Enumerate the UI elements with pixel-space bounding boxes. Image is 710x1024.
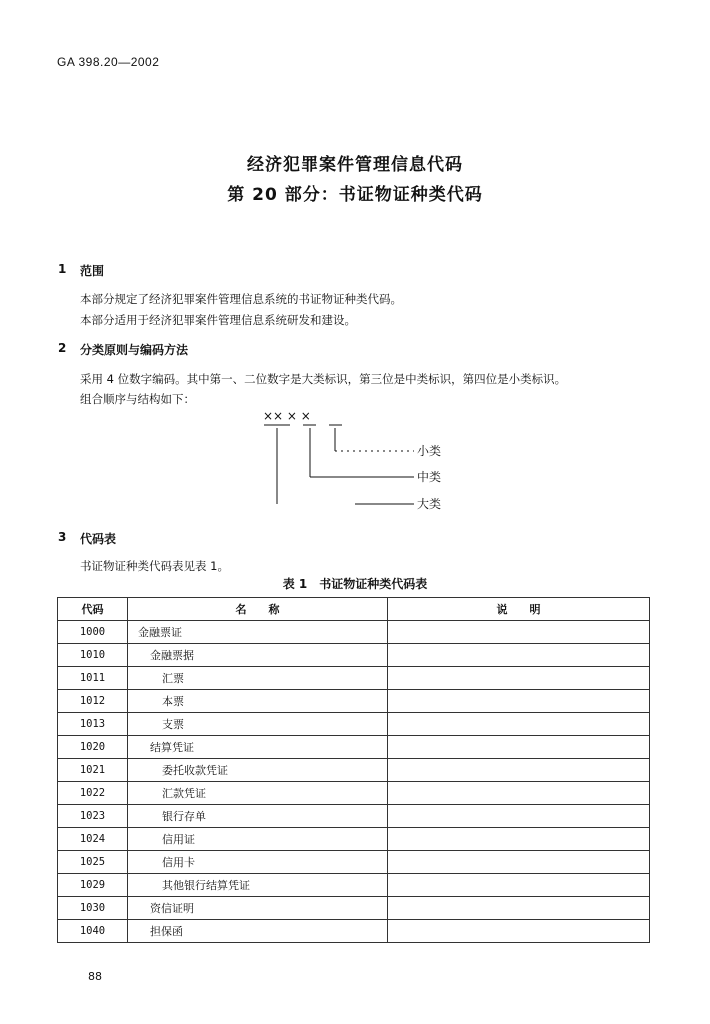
row-name: 资信证明 [128, 897, 388, 920]
row-code: 1022 [58, 782, 128, 805]
section-3-title: 代码表 [80, 532, 117, 546]
row-name: 委托收款凭证 [128, 759, 388, 782]
label-medium-class: 中类 [417, 470, 442, 484]
page-number: 88 [88, 970, 102, 983]
row-name: 金融票据 [128, 644, 388, 667]
row-code: 1030 [58, 897, 128, 920]
row-name: 本票 [128, 690, 388, 713]
row-name: 信用卡 [128, 851, 388, 874]
table-caption: 表 1 书证物证种类代码表 [282, 577, 428, 591]
table-row [58, 667, 650, 690]
table-row [58, 851, 650, 874]
row-name: 汇票 [128, 667, 388, 690]
code-table [57, 597, 650, 943]
section-2-number: 2 [58, 341, 67, 355]
row-note [388, 874, 650, 897]
table-row [58, 644, 650, 667]
row-note [388, 644, 650, 667]
row-name: 其他银行结算凭证 [128, 874, 388, 897]
table-row [58, 713, 650, 736]
row-note [388, 782, 650, 805]
row-code: 1011 [58, 667, 128, 690]
header-name: 名 称 [128, 598, 388, 621]
row-code: 1024 [58, 828, 128, 851]
table-row [58, 897, 650, 920]
header-note: 说 明 [388, 598, 650, 621]
row-name: 汇款凭证 [128, 782, 388, 805]
row-name: 金融票证 [128, 621, 388, 644]
table-row [58, 759, 650, 782]
table-row [58, 874, 650, 897]
row-note [388, 759, 650, 782]
section-3-paragraph-1: 书证物证种类代码表见表 1。 [80, 559, 229, 573]
row-note [388, 851, 650, 874]
table-body [58, 621, 650, 943]
row-name: 担保函 [128, 920, 388, 943]
row-code: 1010 [58, 644, 128, 667]
row-code: 1040 [58, 920, 128, 943]
row-code: 1012 [58, 690, 128, 713]
label-large-class: 大类 [417, 497, 442, 511]
row-note [388, 920, 650, 943]
row-name: 信用证 [128, 828, 388, 851]
table-row [58, 690, 650, 713]
row-code: 1023 [58, 805, 128, 828]
row-code: 1025 [58, 851, 128, 874]
document-subtitle: 第 20 部分：书证物证种类代码 [227, 185, 483, 205]
table-row [58, 621, 650, 644]
section-3-number: 3 [58, 530, 67, 544]
row-note [388, 713, 650, 736]
row-note [388, 736, 650, 759]
header-code: 代码 [58, 598, 128, 621]
document-title: 经济犯罪案件管理信息代码 [247, 155, 463, 175]
section-1-paragraph-2: 本部分适用于经济犯罪案件管理信息系统研发和建设。 [80, 313, 356, 327]
table-row [58, 782, 650, 805]
section-1-number: 1 [58, 262, 67, 276]
row-note [388, 667, 650, 690]
row-note [388, 690, 650, 713]
section-1-title: 范围 [80, 264, 105, 278]
row-note [388, 621, 650, 644]
section-1-paragraph-1: 本部分规定了经济犯罪案件管理信息系统的书证物证种类代码。 [80, 292, 402, 306]
row-note [388, 805, 650, 828]
code-pattern: ×× × × [263, 409, 311, 423]
row-code: 1021 [58, 759, 128, 782]
row-code: 1020 [58, 736, 128, 759]
row-name: 银行存单 [128, 805, 388, 828]
label-small-class: 小类 [417, 444, 442, 458]
row-name: 结算凭证 [128, 736, 388, 759]
row-name: 支票 [128, 713, 388, 736]
section-2-paragraph-2: 组合顺序与结构如下： [80, 392, 195, 406]
row-note [388, 897, 650, 920]
table-row [58, 828, 650, 851]
section-2-title: 分类原则与编码方法 [80, 343, 189, 357]
row-note [388, 828, 650, 851]
table-row [58, 736, 650, 759]
table-header-row [58, 598, 650, 621]
row-code: 1000 [58, 621, 128, 644]
table-row [58, 920, 650, 943]
section-2-paragraph-1: 采用 4 位数字编码。其中第一、二位数字是大类标识，第三位是中类标识，第四位是小类标识。 [80, 372, 567, 386]
row-code: 1029 [58, 874, 128, 897]
row-code: 1013 [58, 713, 128, 736]
table-row [58, 805, 650, 828]
standard-code: GA 398.20—2002 [57, 55, 160, 69]
